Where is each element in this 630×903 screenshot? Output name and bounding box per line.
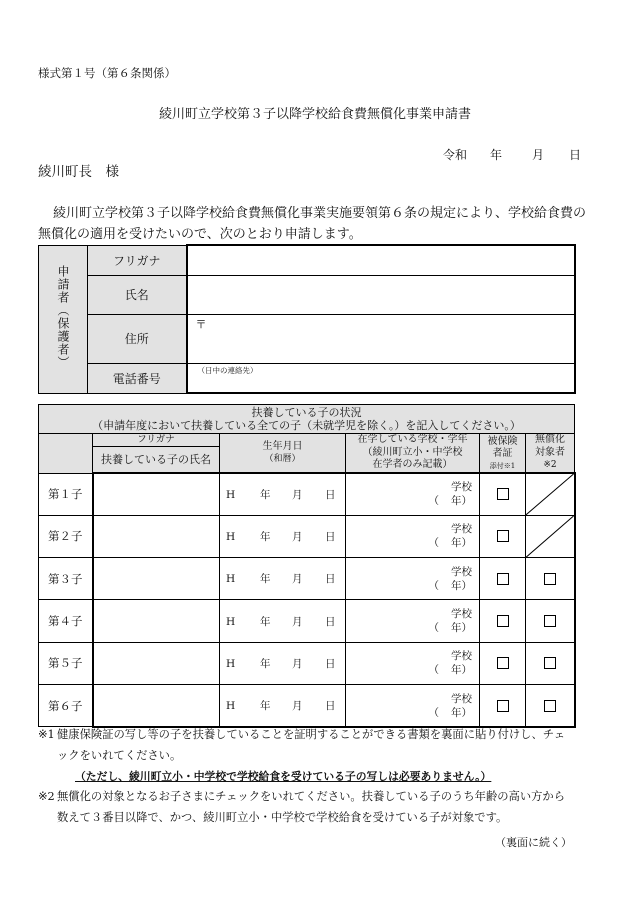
ordinal-column-header — [39, 434, 93, 474]
school-column-note: （綾川町立小・中学校 — [362, 446, 463, 458]
insurance-attached-checkbox[interactable] — [497, 657, 509, 669]
grade-open-paren: （ — [428, 495, 439, 508]
child-row — [39, 685, 575, 727]
note-1-emphasis — [38, 767, 565, 788]
child-row — [39, 473, 575, 515]
day-label: 日 — [325, 615, 336, 628]
child-ordinal-label: 第５子 — [39, 642, 93, 684]
school-grade-field[interactable] — [346, 473, 480, 515]
school-grade-field[interactable] — [346, 558, 480, 600]
child-ordinal-label: 第４子 — [39, 600, 93, 642]
applicant-row-phone — [39, 363, 575, 393]
school-suffix-label: 学校 — [451, 692, 472, 705]
insurance-column-label: 者証 — [492, 448, 513, 459]
insurance-cell — [480, 685, 526, 727]
note-2-line — [38, 787, 565, 808]
grade-suffix-label: 年） — [451, 579, 472, 592]
child-name-field[interactable] — [93, 642, 220, 684]
intro-line: 無償化の適用を受けたいので、次のとおり申請します。 — [38, 227, 362, 242]
insurance-cell — [480, 600, 526, 642]
insurance-attached-checkbox[interactable] — [497, 615, 509, 627]
children-instruction: （申請年度において扶養している全ての子（未就学児を除く。）を記入してください。） — [92, 419, 521, 432]
birthdate-parts — [220, 698, 345, 713]
year-label: 年 — [260, 573, 271, 586]
child-ordinal-label: 第２子 — [39, 515, 93, 557]
applicant-address-field[interactable] — [187, 314, 575, 363]
phone-label: 電話番号 — [88, 363, 187, 393]
free-target-column-header — [526, 434, 575, 474]
form-title: 綾川町立学校第３子以降学校給食費無償化事業申請書 — [158, 107, 471, 122]
birthdate-parts — [220, 571, 345, 586]
insurance-column-note: 添付※1 — [489, 461, 516, 470]
child-row — [39, 558, 575, 600]
child-ordinal-label: 第３子 — [39, 558, 93, 600]
birthdate-parts — [220, 487, 345, 502]
date-year-label: 年 — [490, 148, 503, 162]
child-ordinal-label: 第１子 — [39, 473, 93, 515]
applicant-phone-field[interactable] — [187, 363, 575, 393]
insurance-cell — [480, 515, 526, 557]
child-name-field[interactable] — [93, 558, 220, 600]
free-target-column-label: 無償化 — [535, 434, 566, 446]
child-name-field[interactable] — [93, 600, 220, 642]
era-label: H — [226, 657, 236, 670]
applicant-furigana-field[interactable] — [187, 245, 575, 275]
date-month-label: 月 — [532, 148, 545, 162]
child-name-field[interactable] — [93, 685, 220, 727]
free-target-checkbox[interactable] — [544, 615, 556, 627]
phone-daytime-note: （日中の連絡先） — [197, 365, 258, 375]
school-suffix-label: 学校 — [451, 650, 472, 663]
child-row — [39, 642, 575, 684]
birthdate-field[interactable] — [220, 515, 346, 557]
era-label: H — [226, 615, 236, 628]
form-number: 様式第１号（第６条関係） — [38, 66, 176, 80]
grade-open-paren: （ — [428, 664, 439, 677]
school-grade-field[interactable] — [346, 515, 480, 557]
children-heading-row — [39, 405, 575, 434]
school-column-header — [346, 434, 480, 474]
child-name-field[interactable] — [93, 515, 220, 557]
school-suffix-label: 学校 — [451, 481, 472, 494]
month-label: 月 — [292, 700, 303, 713]
not-applicable-diagonal — [526, 516, 574, 557]
child-name-field[interactable] — [93, 473, 220, 515]
free-target-column-note: ※2 — [543, 460, 557, 471]
month-label: 月 — [292, 657, 303, 670]
free-target-checkbox[interactable] — [544, 700, 556, 712]
month-label: 月 — [292, 573, 303, 586]
grade-open-paren: （ — [428, 622, 439, 635]
note-2-continuation: 数えて３番目以降で、かつ、綾川町立小・中学校で学校給食を受けている子が対象です。 — [57, 811, 508, 825]
grade-line — [346, 663, 472, 677]
grade-line — [346, 621, 472, 635]
school-suffix-label: 学校 — [451, 608, 472, 621]
birthdate-parts — [220, 614, 345, 629]
furigana-column-label: フリガナ — [93, 434, 219, 447]
grade-line — [346, 494, 472, 508]
grade-suffix-label: 年） — [451, 706, 472, 719]
intro-paragraph — [38, 203, 586, 245]
month-label: 月 — [292, 615, 303, 628]
day-label: 日 — [325, 488, 336, 501]
school-column-label: 在学している学校・学年 — [357, 434, 468, 446]
free-target-checkbox[interactable] — [544, 573, 556, 585]
child-name-column-header — [93, 434, 220, 474]
child-row — [39, 600, 575, 642]
applicant-section-label: 申請者（保護者） — [56, 265, 70, 369]
free-target-column-label: 対象者 — [535, 446, 566, 458]
children-heading-cell — [39, 405, 575, 434]
addressee: 綾川町長 様 — [38, 164, 119, 180]
free-target-cell — [526, 642, 575, 684]
year-label: 年 — [260, 530, 271, 543]
month-label: 月 — [292, 488, 303, 501]
note-2-text: 無償化の対象となるお子さまにチェックをいれてください。扶養している子のうち年齢の高い方から — [57, 790, 566, 804]
grade-line — [346, 706, 472, 720]
day-label: 日 — [325, 530, 336, 543]
applicant-row-address — [39, 314, 575, 363]
day-label: 日 — [325, 657, 336, 670]
grade-suffix-label: 年） — [451, 622, 472, 635]
name-label: 氏名 — [88, 275, 187, 314]
note-1-marker: ※1 — [38, 728, 55, 741]
day-label: 日 — [325, 700, 336, 713]
children-table — [38, 404, 576, 728]
era-label: H — [226, 573, 236, 586]
free-target-cell — [526, 558, 575, 600]
grade-open-paren: （ — [428, 706, 439, 719]
children-heading: 扶養している子の状況 — [251, 406, 362, 419]
birthdate-parts — [220, 529, 345, 544]
insurance-attached-checkbox[interactable] — [497, 573, 509, 585]
applicant-name-field[interactable] — [187, 275, 575, 314]
birthdate-era-note: （和暦） — [264, 454, 301, 464]
era-label: H — [226, 700, 236, 713]
birthdate-parts — [220, 656, 345, 671]
school-column-note: 在学者のみ記載） — [372, 459, 453, 471]
free-target-cell — [526, 600, 575, 642]
insurance-attached-checkbox[interactable] — [497, 530, 509, 542]
grade-suffix-label: 年） — [451, 664, 472, 677]
free-target-checkbox[interactable] — [544, 657, 556, 669]
intro-line: 綾川町立学校第３子以降学校給食費無償化事業実施要領第６条の規定により、学校給食費の — [53, 206, 587, 221]
note-1-emphasis-text: （ただし、綾川町立小・中学校で学校給食を受けている子の写しは必要ありません。） — [75, 769, 492, 783]
birthdate-column-header — [220, 434, 346, 474]
birthdate-field[interactable] — [220, 685, 346, 727]
insurance-cell — [480, 642, 526, 684]
date-era-label: 令和 — [443, 148, 468, 162]
birthdate-field[interactable] — [220, 473, 346, 515]
children-column-header-row — [39, 434, 575, 474]
address-label: 住所 — [88, 314, 187, 363]
year-label: 年 — [260, 657, 271, 670]
year-label: 年 — [260, 615, 271, 628]
applicant-table — [38, 244, 576, 394]
postal-mark: 〒 — [195, 317, 207, 331]
year-label: 年 — [260, 700, 271, 713]
school-suffix-label: 学校 — [451, 523, 472, 536]
furigana-label: フリガナ — [88, 245, 187, 275]
grade-suffix-label: 年） — [451, 537, 472, 550]
insurance-attached-checkbox[interactable] — [497, 488, 509, 500]
children-rows — [39, 473, 575, 727]
applicant-row-name — [39, 275, 575, 314]
grade-line — [346, 536, 472, 550]
school-grade-field[interactable] — [346, 685, 480, 727]
era-label: H — [226, 488, 236, 501]
applicant-row-furigana — [39, 245, 575, 275]
insurance-cell — [480, 558, 526, 600]
grade-open-paren: （ — [428, 579, 439, 592]
note-1-line — [38, 725, 565, 746]
child-name-column-label: 扶養している子の氏名 — [101, 453, 211, 466]
free-target-cell — [526, 685, 575, 727]
not-applicable-diagonal — [526, 474, 574, 515]
insurance-column-label: 被保険 — [487, 435, 518, 447]
insurance-attached-checkbox[interactable] — [497, 700, 509, 712]
date-day-label: 日 — [569, 148, 582, 162]
insurance-column-header — [480, 434, 526, 474]
free-target-cell — [526, 473, 575, 515]
child-row — [39, 515, 575, 557]
free-target-cell — [526, 515, 575, 557]
birthdate-column-label: 生年月日 — [262, 440, 303, 452]
applicant-section-cell — [39, 245, 88, 393]
birthdate-field[interactable] — [220, 642, 346, 684]
month-label: 月 — [292, 530, 303, 543]
insurance-cell — [480, 473, 526, 515]
note-2-marker: ※2 — [38, 790, 55, 804]
note-1-text: 健康保険証の写し等の子を扶養していることを証明することができる書類を裏面に貼り付けし、チェ — [57, 728, 566, 741]
grade-open-paren: （ — [428, 537, 439, 550]
birthdate-field[interactable] — [220, 600, 346, 642]
era-label: H — [226, 530, 236, 543]
school-suffix-label: 学校 — [451, 565, 472, 578]
day-label: 日 — [325, 573, 336, 586]
birthdate-field[interactable] — [220, 558, 346, 600]
note-1-continuation: ックをいれてください。 — [57, 748, 182, 762]
child-ordinal-label: 第６子 — [39, 685, 93, 727]
year-label: 年 — [260, 488, 271, 501]
notes — [38, 725, 565, 829]
grade-line — [346, 579, 472, 593]
continued-on-back-label: （裏面に続く） — [495, 836, 572, 849]
school-grade-field[interactable] — [346, 642, 480, 684]
grade-suffix-label: 年） — [451, 495, 472, 508]
school-grade-field[interactable] — [346, 600, 480, 642]
